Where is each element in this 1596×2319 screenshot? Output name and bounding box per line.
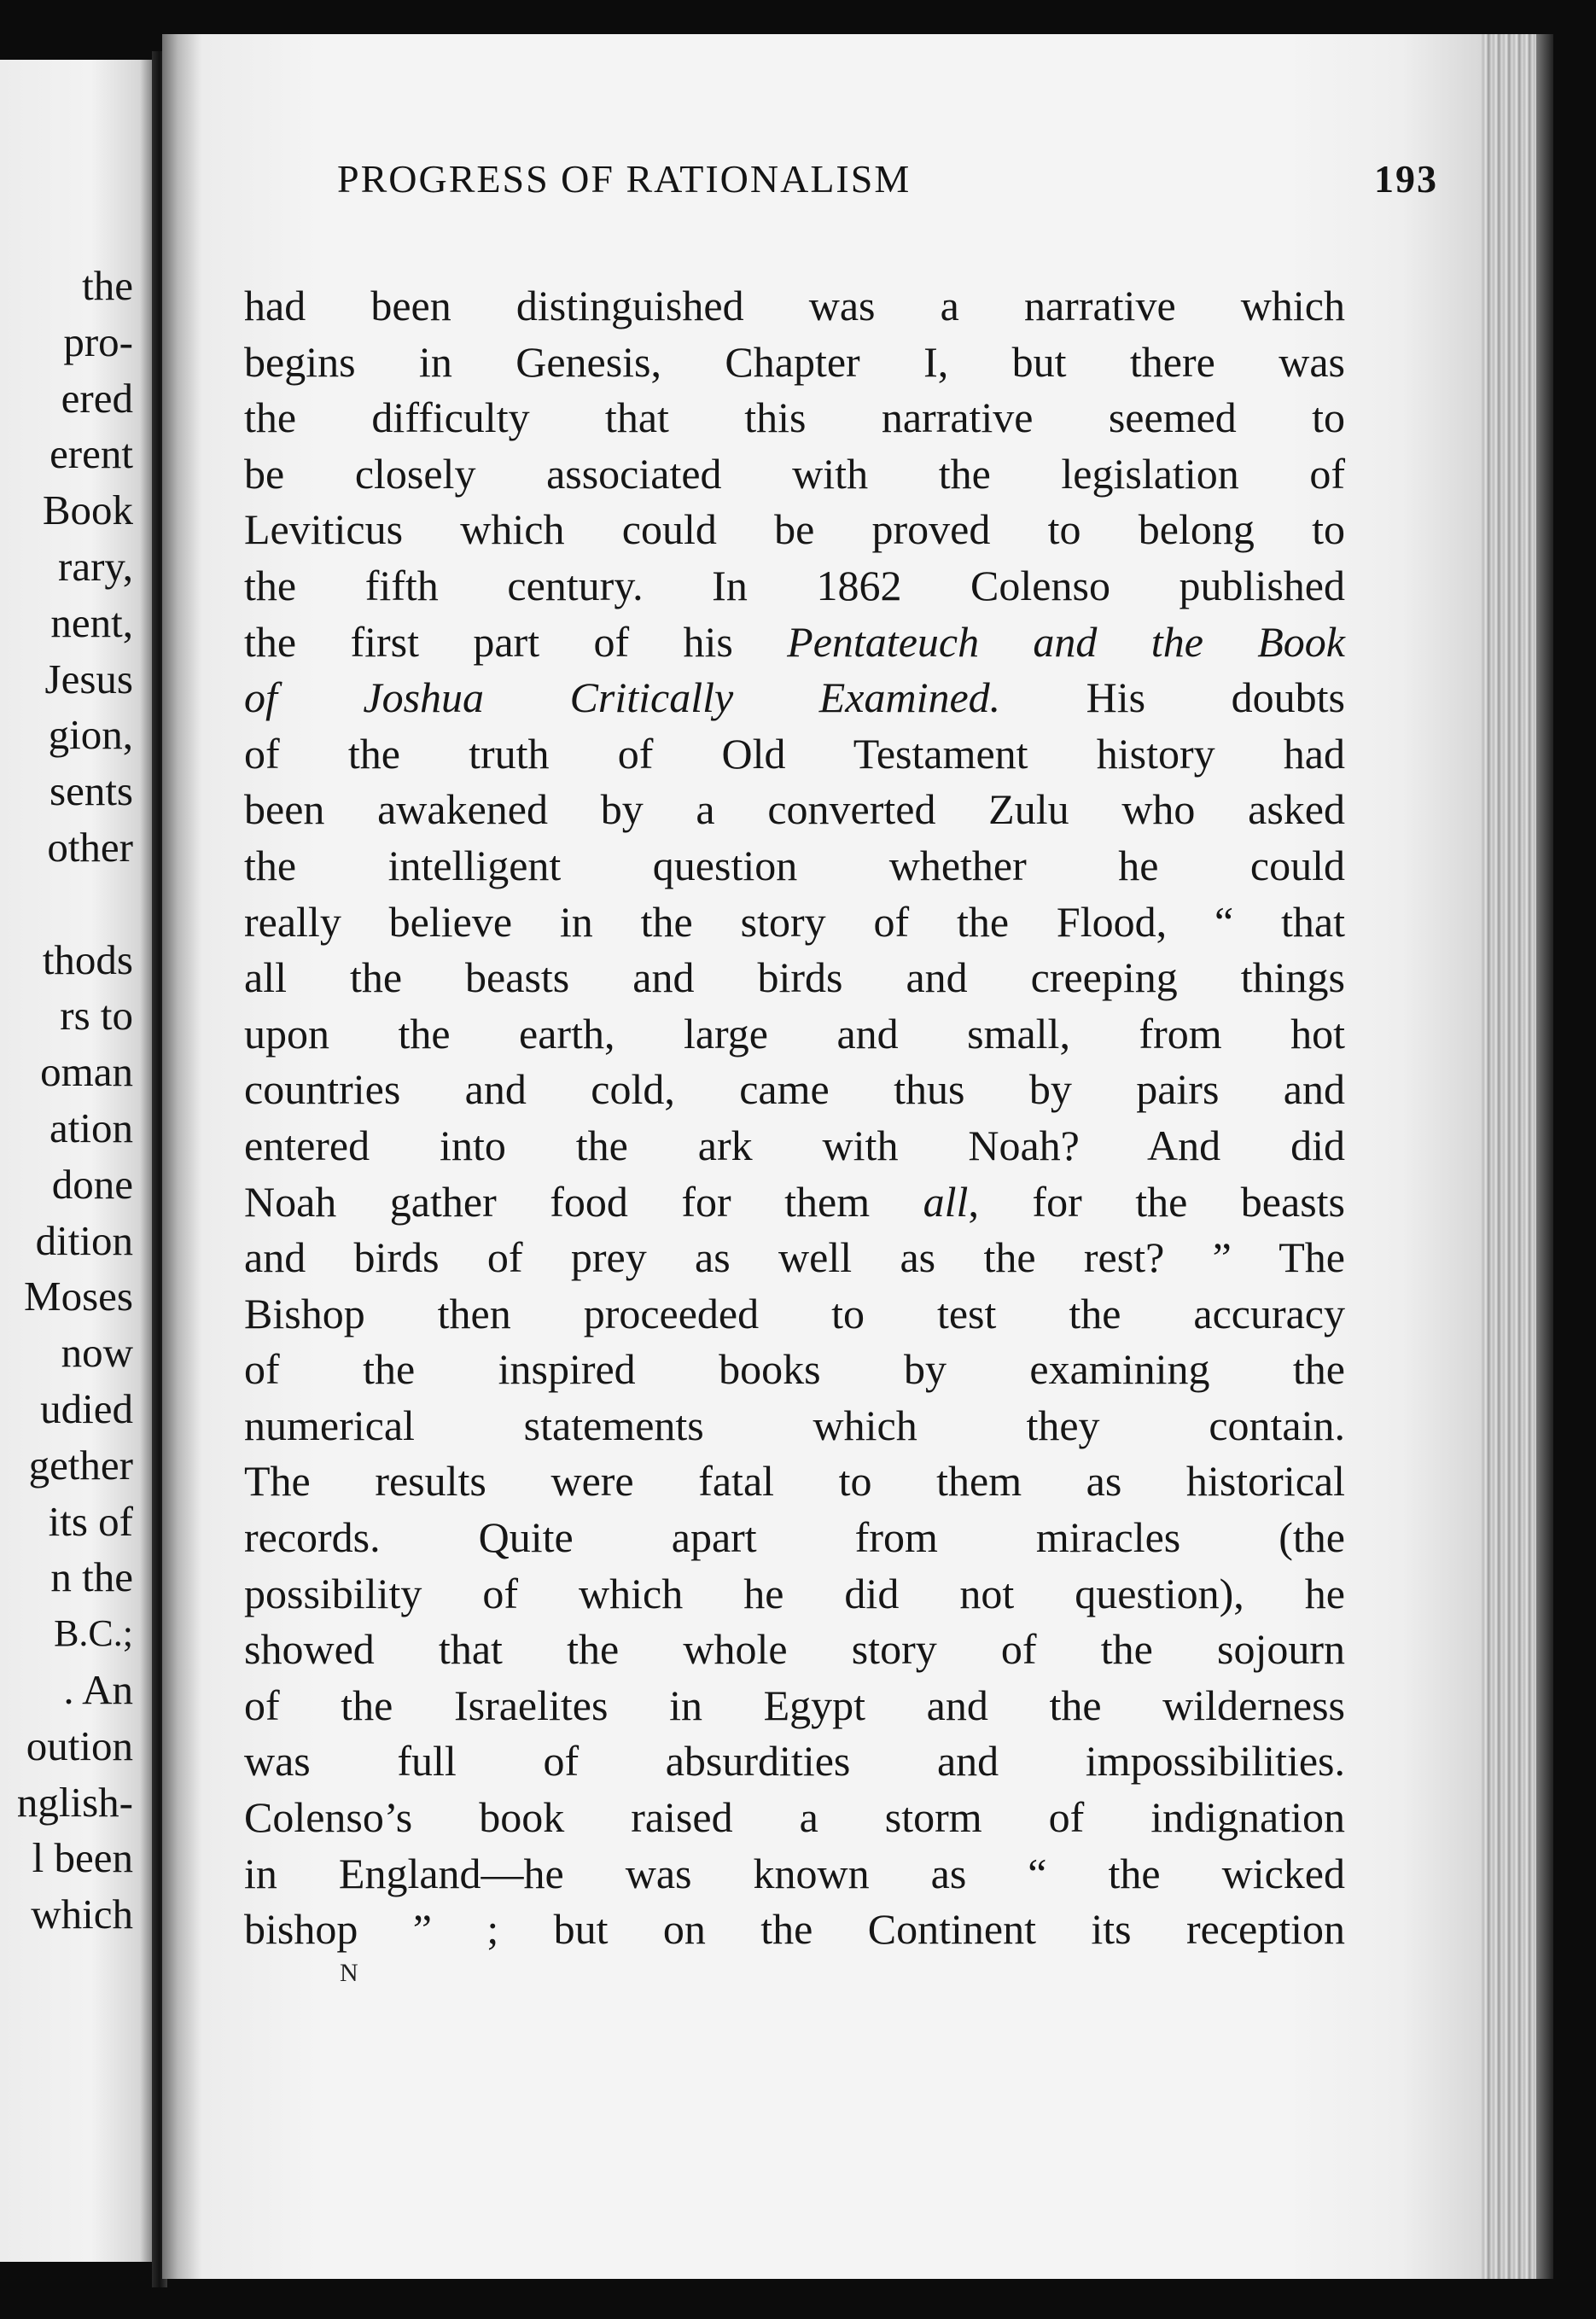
text-line [244,558,1345,615]
text-line [244,838,1345,894]
italic-text: all [923,1177,969,1226]
text-line [244,1733,1345,1790]
text-line [244,335,1345,391]
text-segment: had been distinguished was a narrative which [244,282,1345,329]
text-segment: records. Quite apart from miracles (the [244,1513,1345,1562]
text-line [244,670,1345,726]
text-segment: showed that the whole story of the sojourn [244,1625,1345,1674]
text-segment: countries and cold, came thus by pairs and [244,1065,1345,1114]
text-segment: upon the earth, large and small, from hot [244,1009,1345,1058]
left-page-line: n the [50,1553,133,1601]
text-segment: Noah gather food for them [244,1177,923,1226]
text-segment: really believe in the story of the Flood, “ that [244,897,1345,946]
text-segment: of the inspired books by examining the [244,1345,1345,1394]
left-page-line: its of [48,1497,133,1545]
left-page-line: Book [42,487,133,534]
left-page-line: rs to [60,992,133,1040]
text-segment: be closely associated with the legislation of [244,449,1345,498]
page-number: 193 [1374,157,1438,201]
running-head-title: PROGRESS OF RATIONALISM [337,157,912,201]
left-page-line: B.C.; [54,1612,133,1655]
text-segment: entered into the ark with Noah? And did [244,1121,1345,1169]
left-page-line: pro- [63,318,133,365]
text-line [244,502,1345,558]
left-page-line: oution [26,1722,133,1769]
text-line [244,446,1345,503]
text-segment: , for the beasts [968,1177,1346,1226]
left-page-line [17,876,133,932]
text-line [244,1510,1345,1566]
left-page [0,60,152,2262]
left-page-line: nglish- [16,1778,133,1826]
left-page-line: . An [63,1665,133,1713]
right-page [162,34,1481,2279]
text-segment: of the Israelites in Egypt and the wilderness [244,1681,1345,1729]
left-page-line: which [31,1891,133,1938]
left-page-line: gether [28,1441,133,1489]
text-segment: in England—he was known as “ the wicked [244,1849,1345,1897]
text-segment: bishop ” ; but on the Continent its reception [244,1905,1345,1954]
text-line [244,1118,1345,1174]
text-line [244,1286,1345,1343]
text-line [244,1006,1345,1063]
text-line [244,1398,1345,1454]
left-page-line: Jesus [44,655,133,702]
text-line [244,390,1345,446]
text-segment: numerical statements which they contain. [244,1401,1345,1449]
signature-mark: N [340,1959,358,1987]
text-line [244,1622,1345,1678]
left-page-line: oman [40,1048,133,1096]
text-segment: begins in Genesis, Chapter I, but there was [244,337,1345,386]
text-segment: and birds of prey as well as the rest? ” The [244,1233,1345,1282]
left-page-line: erent [50,430,133,478]
text-segment: the first part of his [244,617,788,666]
text-line [244,1566,1345,1623]
text-segment: Leviticus which could be proved to belong to [244,505,1345,554]
text-segment: The results were fatal to them as historical [244,1457,1345,1506]
left-page-line: nent, [50,598,133,646]
text-line [244,1342,1345,1398]
page-edges [1481,34,1553,2279]
text-line [244,615,1345,671]
left-page-line: dition [35,1216,133,1264]
left-page-text [17,258,133,1943]
body-text [244,278,1345,1958]
text-segment: His doubts [1000,673,1346,722]
left-page-line: ered [61,374,133,422]
left-page-line: thods [42,935,133,983]
text-line [244,1174,1345,1231]
text-line [244,894,1345,951]
text-line [244,1902,1345,1958]
text-line [244,1790,1345,1846]
text-segment: the difficulty that this narrative seemed to [244,393,1345,442]
left-page-line: gion, [48,711,133,759]
text-segment: Colenso’s book raised a storm of indignation [244,1793,1345,1842]
text-segment: been awakened by a converted Zulu who asked [244,785,1345,834]
italic-text: Pentateuch and the Book [787,617,1345,666]
text-line [244,1846,1345,1902]
text-segment: the fifth century. In 1862 Colenso published [244,561,1345,609]
text-line [244,1454,1345,1510]
left-page-line: rary, [58,542,133,590]
text-segment: was full of absurdities and impossibilities. [244,1737,1345,1786]
text-line [244,278,1345,335]
text-segment: the intelligent question whether he could [244,841,1345,889]
text-line [244,726,1345,783]
left-page-line: now [61,1329,133,1377]
italic-text: of Joshua Critically Examined. [244,673,1001,722]
text-line [244,950,1345,1006]
text-segment: Bishop then proceeded to test the accuracy [244,1289,1345,1337]
text-line [244,1230,1345,1286]
text-line [244,1062,1345,1118]
left-page-line: Moses [24,1273,133,1320]
left-page-line: l been [32,1834,133,1882]
text-segment: all the beasts and birds and creeping things [244,953,1345,1002]
text-line [244,1678,1345,1734]
left-page-line: ation [50,1104,133,1151]
left-page-line: other [47,823,133,871]
text-line [244,782,1345,838]
left-page-line: udied [40,1384,133,1432]
text-segment: of the truth of Old Testament history had [244,729,1345,778]
text-segment: possibility of which he did not question), he [244,1569,1345,1617]
left-page-line: the [82,262,133,309]
left-page-line: done [51,1160,133,1208]
left-page-line: sents [50,767,133,815]
